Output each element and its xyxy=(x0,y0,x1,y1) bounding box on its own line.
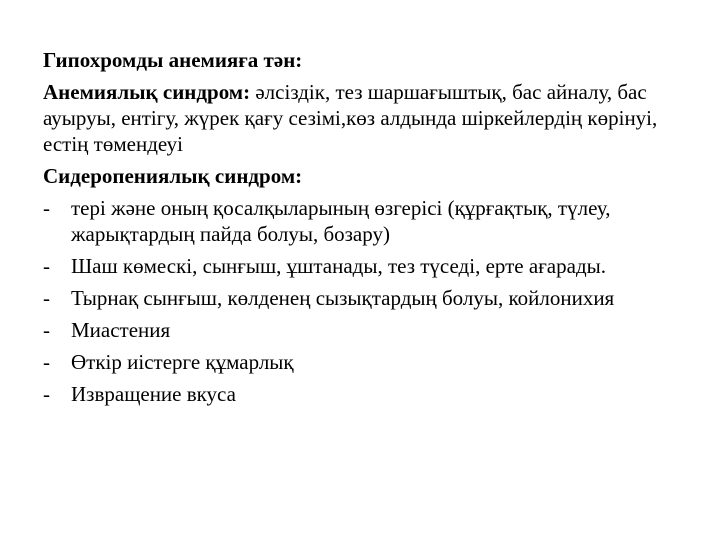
list-item xyxy=(43,195,683,247)
bullet-dash: - xyxy=(43,196,50,220)
sideropenic-symptom-list xyxy=(43,195,683,407)
anemic-syndrome-text: әлсіздік, тез шаршағыштық, бас айналу, бас ауыруы, ентігу, жүрек қағу сезімі,көз алдында шіркейлердің көрінуі, естің төмендеуі xyxy=(43,80,658,156)
list-item-text: Извращение вкуса xyxy=(71,382,236,406)
slide-content xyxy=(43,47,683,413)
bullet-dash: - xyxy=(43,254,50,278)
list-item xyxy=(43,317,683,343)
list-item xyxy=(43,253,683,279)
bullet-dash: - xyxy=(43,382,50,406)
list-item-text: Шаш көмескі, сынғыш, ұштанады, тез түседі, ерте ағарады. xyxy=(71,254,606,278)
anemic-syndrome-paragraph xyxy=(43,79,683,157)
bullet-dash: - xyxy=(43,318,50,342)
bullet-dash: - xyxy=(43,286,50,310)
list-item xyxy=(43,285,683,311)
bullet-dash: - xyxy=(43,350,50,374)
list-item xyxy=(43,349,683,375)
slide-title: Гипохромды анемияға тән: xyxy=(43,48,303,72)
sideropenic-syndrome-label: Сидеропениялық синдром: xyxy=(43,164,303,188)
list-item xyxy=(43,381,683,407)
list-item-text: Миастения xyxy=(71,318,171,342)
list-item-text: Өткір иістерге құмарлық xyxy=(71,350,294,374)
list-item-text: тері және оның қосалқыларының өзгерісі (құрғақтық, түлеу, жарықтардың пайда болуы, бозару) xyxy=(71,196,611,246)
list-item-text: Тырнақ сынғыш, көлденең сызықтардың болуы, койлонихия xyxy=(71,286,615,310)
anemic-syndrome-label: Анемиялық синдром: xyxy=(43,80,251,104)
